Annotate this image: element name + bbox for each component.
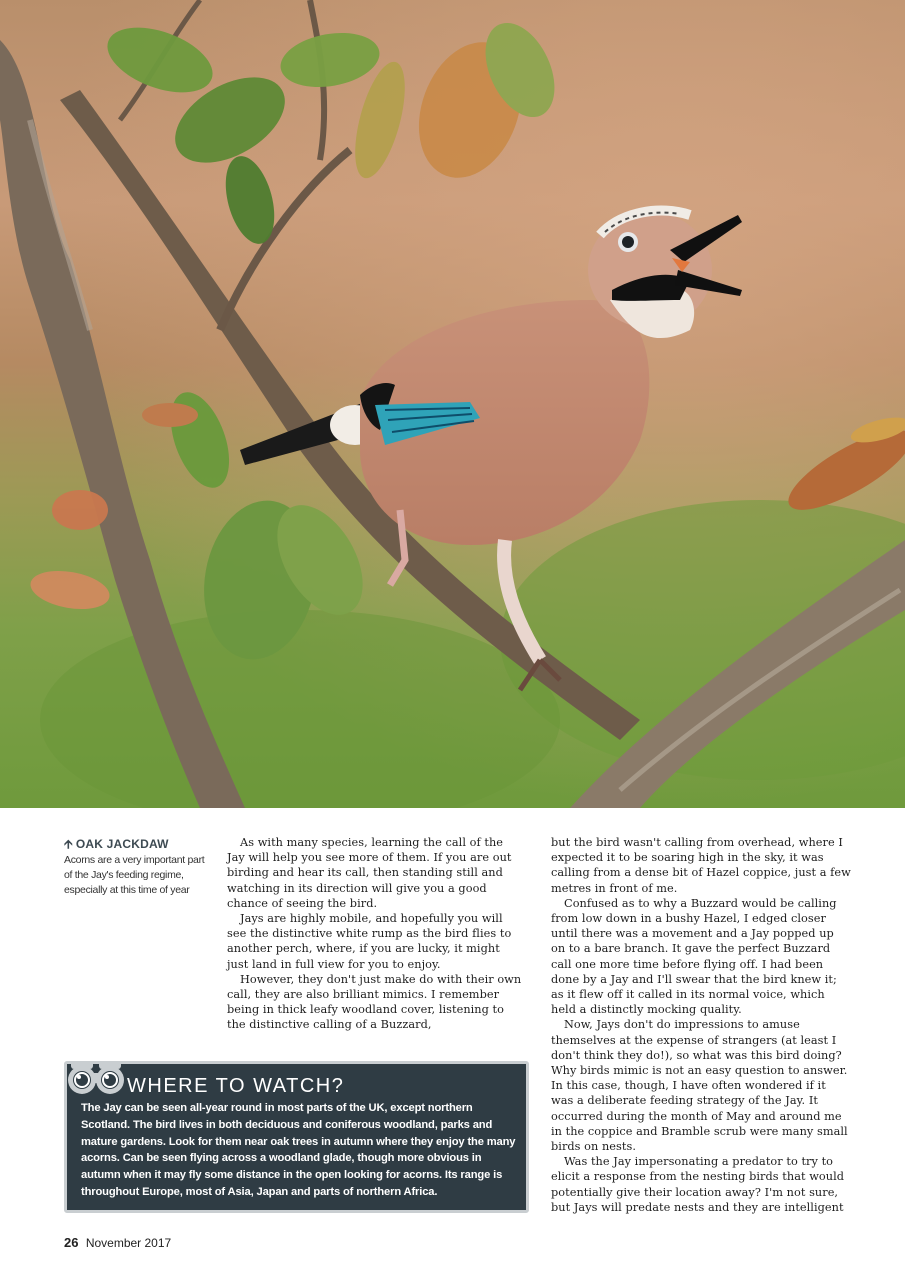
- paragraph: Now, Jays don't do impressions to amuse themselves at the expense of strangers (at least I don't think they do!), so what was this bird doing? Why birds mimic is not an easy question to answer. In this case, though, I have often wondered if it was a deliberate feeding strategy of the Jay. It occurred during the month of May and around me in the coppice and Bramble scrub were many small birds on nests.: [551, 1018, 848, 1154]
- where-to-watch-title: WHERE TO WATCH?: [127, 1075, 345, 1097]
- page-number: 26: [64, 1235, 79, 1250]
- paragraph: Confused as to why a Buzzard would be calling from low down in a bushy Hazel, I edged closer until there was a movement and a Jay popped up on to a bare branch. It gave the perfect Buzzard call one more time before flying off. I had been done by a Jay and I'll swear that the bird knew it; as it flew off it called in its normal voice, which held a distinctly mocking quality.: [551, 896, 837, 1017]
- caption-title: OAK JACKDAW: [75, 837, 169, 851]
- where-to-watch-text: The Jay can be seen all-year round in most parts of the UK, except northern Scotland. The bird lives in both deciduous and coniferous woodland, parks and mature gardens. Look for them near oak trees in autumn where they enjoy the many acorns. Can be seen flying across a woodland glade, though more obvious in autumn when it may fly some distance in the open looking for acorns. Its range is throughout Europe, most of Asia, Japan and parts of northern Africa.: [81, 1102, 516, 1198]
- paragraph: Jays are highly mobile, and hopefully you will see the distinctive white rump as the bird flies to another perch, where, if you are lucky, it might just land in full view for you to enjoy.: [227, 912, 512, 971]
- article-column-1: [227, 835, 523, 1033]
- where-to-watch-box: [64, 1061, 529, 1213]
- binoculars-icon: [65, 1059, 127, 1095]
- issue-date: November 2017: [85, 1236, 172, 1250]
- article-column-2: [551, 835, 851, 1215]
- photo-caption: [64, 836, 212, 898]
- page-footer: [64, 1235, 171, 1250]
- paragraph: As with many species, learning the call of the Jay will help you see more of them. If you are out birding and hear its call, then standing still and watching in its direction will give you a good chance of seeing the bird.: [227, 836, 512, 910]
- caption-text: Acorns are a very important part of the Jay's feeding regime, especially at this time of year: [64, 854, 205, 896]
- up-arrow-icon: 🡩: [64, 837, 73, 851]
- paragraph-continuation: but the bird wasn't calling from overhead, where I expected it to be soaring high in the sky, it was calling from a dense bit of Hazel coppice, just a few metres in front of me.: [551, 836, 851, 895]
- paragraph: Was the Jay impersonating a predator to try to elicit a response from the nesting birds that would potentially give their location away? I'm not sure, but Jays will predate nests and they are intelligent: [551, 1155, 845, 1214]
- paragraph: However, they don't just make do with their own call, they are also brilliant mimics. I remember being in thick leafy woodland cover, listening to the distinctive calling of a Buzzard,: [227, 972, 522, 1032]
